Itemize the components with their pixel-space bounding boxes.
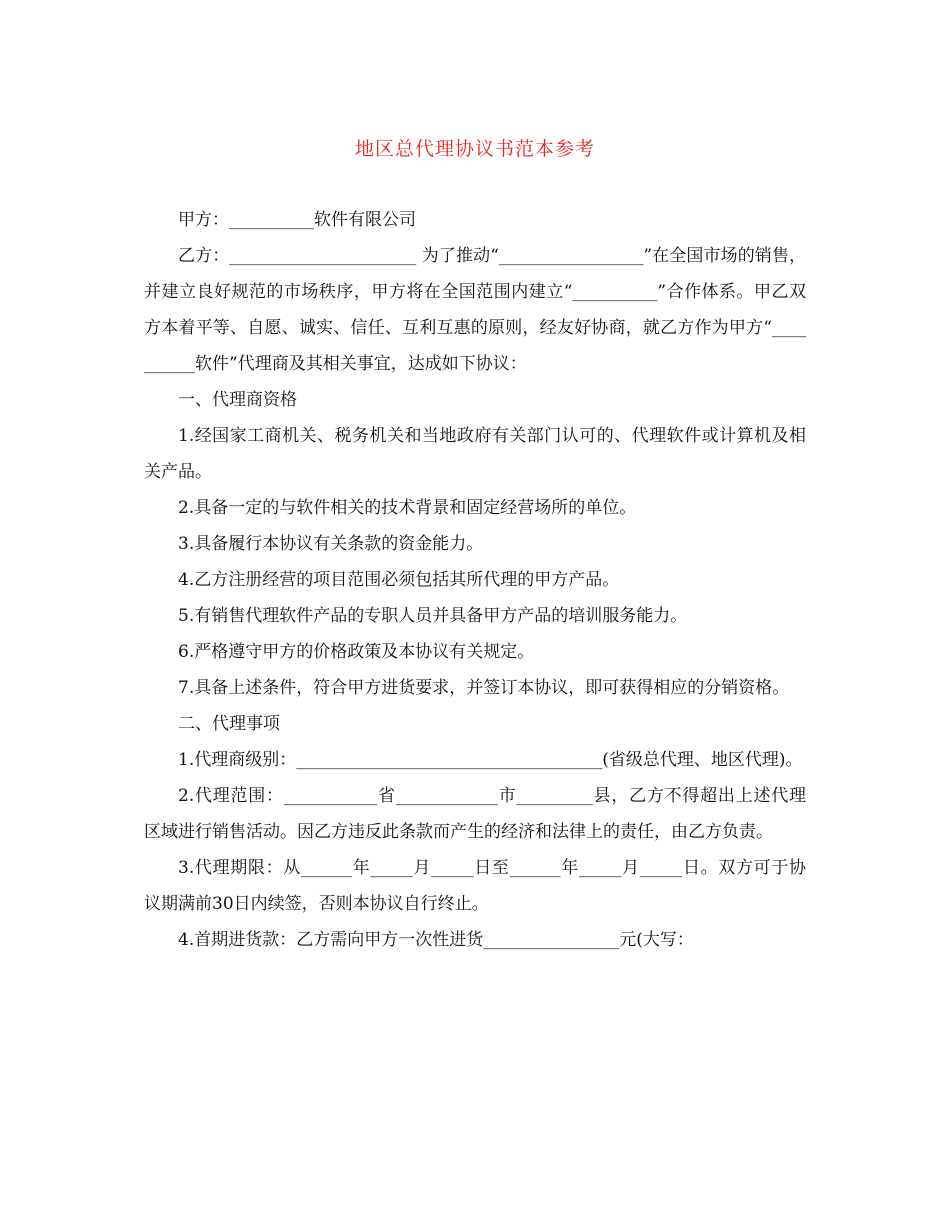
- agency-item-3: 3.代理期限：从______年_____月_____日至______年_____月_____日。双方可于协议期满前30日内续签，否则本协议自行终止。: [144, 858, 806, 914]
- qualification-item-5: 5.有销售代理软件产品的专职人员并具备甲方产品的培训服务能力。: [178, 606, 688, 626]
- document-title: 地区总代理协议书范本参考: [354, 138, 595, 160]
- intro-paragraph: 乙方：______________________ 为了推动“_________________”在全国市场的销售，并建立良好规范的市场秩序，甲方将在全国范围内建立“__________”合作体系。甲乙双方本着平等、自愿、诚实、信任、互利互惠的原则，经友好协商，就乙方作为甲方“__________软件”代理商及其相关事宜，达成如下协议：: [144, 246, 806, 374]
- agency-item-2: 2.代理范围：___________省____________市_________县，乙方不得超出上述代理区域进行销售活动。因乙方违反此条款而产生的经济和法律上的责任，由乙方负责。: [144, 786, 806, 842]
- agency-item-1: 1.代理商级别：____________________________________(省级总代理、地区代理)。: [178, 750, 803, 770]
- qualification-item-4: 4.乙方注册经营的项目范围必须包括其所代理的甲方产品。: [178, 570, 620, 590]
- qualification-item-1: 1.经国家工商机关、税务机关和当地政府有关部门认可的、代理软件或计算机及相关产品。: [144, 426, 806, 482]
- qualification-item-6: 6.严格遵守甲方的价格政策及本协议有关规定。: [178, 642, 535, 662]
- document-body: [144, 202, 806, 958]
- section-heading-qualification: 一、代理商资格: [178, 390, 297, 410]
- qualification-item-7: 7.具备上述条件，符合甲方进货要求，并签订本协议，即可获得相应的分销资格。: [178, 678, 790, 698]
- agency-item-4: 4.首期进货款：乙方需向甲方一次性进货________________元(大写：: [178, 930, 694, 950]
- section-heading-agency-matters: 二、代理事项: [178, 714, 280, 734]
- qualification-item-3: 3.具备履行本协议有关条款的资金能力。: [178, 534, 484, 554]
- qualification-item-2: 2.具备一定的与软件相关的技术背景和固定经营场所的单位。: [178, 498, 637, 518]
- party-a-line: 甲方：__________软件有限公司: [178, 210, 416, 230]
